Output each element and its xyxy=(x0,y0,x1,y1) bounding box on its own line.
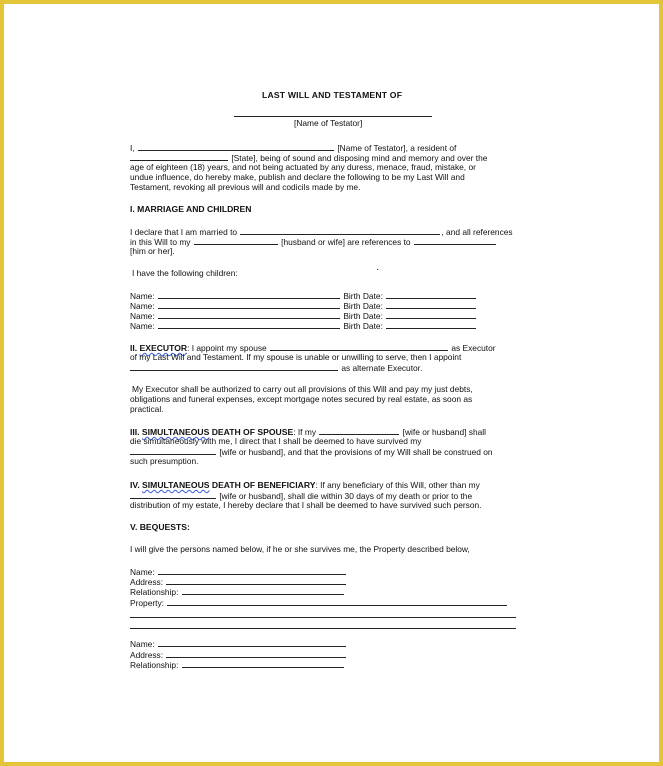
child-row-1: Name: Birth Date: xyxy=(130,290,477,302)
spouse-name-field[interactable] xyxy=(240,226,440,235)
child-row-4: Name: Birth Date: xyxy=(130,320,477,332)
bequest-1-name-row: Name: xyxy=(130,566,347,578)
children-label: I have the following children: xyxy=(132,268,238,278)
child-birth-date-field[interactable] xyxy=(386,310,476,319)
bequest-name-field[interactable] xyxy=(158,566,346,575)
alternate-executor-field[interactable] xyxy=(130,362,338,371)
spouse-reference-field[interactable] xyxy=(414,236,496,245)
bequest-2-address-row: Address: xyxy=(130,649,347,661)
bequest-2-name-row: Name: xyxy=(130,638,347,650)
simultaneous-heading: SIMULTANEOUS xyxy=(142,480,210,490)
executor-para-2: obligations and funeral expenses, except mortgage notes secured by real estate, as soon as xyxy=(130,394,473,404)
married-line-1: I declare that I am married to , and all references xyxy=(130,227,513,237)
executor-line-2: of my Last Will and Testament. If my spouse is unable or unwilling to serve, then I appoint xyxy=(130,352,462,362)
executor-para-3: practical. xyxy=(130,404,164,414)
spouse-death-field[interactable] xyxy=(319,426,399,435)
executor-para-1: My Executor shall be authorized to carry out all provisions of this Will and pay my just debts, xyxy=(132,384,473,394)
beneficiary-death-line-3: distribution of my estate, I hereby declare that I shall be deemed to have survived such person. xyxy=(130,500,482,510)
spouse-death-line-4: such presumption. xyxy=(130,456,199,466)
executor-spouse-field[interactable] xyxy=(270,342,448,351)
married-line-2: in this Will to my [husband or wife] are references to xyxy=(130,236,497,248)
intro-line-5: Testament, revoking all previous will and codicils made by me. xyxy=(130,182,361,192)
spouse-death-line-1: III. SIMULTANEOUS DEATH OF SPOUSE: If my [wife or husband] shall xyxy=(130,427,487,437)
bequest-1-property-row: Property: xyxy=(130,597,508,609)
child-row-2: Name: Birth Date: xyxy=(130,300,477,312)
bequest-relationship-field[interactable] xyxy=(182,659,344,668)
intro-line-3: age of eighteen (18) years, and not being actuated by any duress, menace, fraud, mistake, or xyxy=(130,162,476,172)
bequest-relationship-field[interactable] xyxy=(182,586,344,595)
child-name-field[interactable] xyxy=(158,320,340,329)
intro-line-2: [State], being of sound and disposing mind and memory and over the xyxy=(130,152,487,164)
married-line-3: [him or her]. xyxy=(130,246,175,256)
intro-line-4: undue influence, do hereby make, publish and declare the following to be my Last Will and xyxy=(130,172,465,182)
child-name-field[interactable] xyxy=(158,290,340,299)
child-birth-date-field[interactable] xyxy=(386,300,476,309)
beneficiary-spouse-field[interactable] xyxy=(130,490,216,499)
spouse-death-line-2: die simultaneously with me, I direct that I shall be deemed to have survived my xyxy=(130,436,422,446)
child-birth-date-field[interactable] xyxy=(386,290,476,299)
husband-or-wife-field[interactable] xyxy=(194,236,278,245)
document-page xyxy=(4,4,659,762)
bequest-name-field[interactable] xyxy=(158,638,346,647)
simultaneous-heading: SIMULTANEOUS xyxy=(141,427,210,437)
spouse-death-line-3: [wife or husband], and that the provisions of my Will shall be construed on xyxy=(130,446,493,458)
document-title: LAST WILL AND TESTAMENT OF xyxy=(262,90,403,100)
beneficiary-death-line-1: IV. SIMULTANEOUS DEATH OF BENEFICIARY: If any beneficiary of this Will, other than my xyxy=(130,480,480,490)
child-row-3: Name: Birth Date: xyxy=(130,310,477,322)
intro-line-1: I, [Name of Testator], a resident of xyxy=(130,143,457,153)
testator-name-line[interactable] xyxy=(234,116,432,117)
section-5-heading: V. BEQUESTS: xyxy=(130,522,190,532)
bequest-address-field[interactable] xyxy=(166,649,346,658)
bequests-intro: I will give the persons named below, if he or she survives me, the Property described below, xyxy=(130,544,470,554)
child-birth-date-field[interactable] xyxy=(386,320,476,329)
bequest-1-relationship-row: Relationship: xyxy=(130,586,345,598)
executor-line-3: as alternate Executor. xyxy=(130,362,422,374)
property-line[interactable] xyxy=(130,617,516,618)
child-name-field[interactable] xyxy=(158,310,340,319)
bequest-address-field[interactable] xyxy=(166,576,346,585)
testator-name-field[interactable] xyxy=(138,142,334,151)
stray-dot: · xyxy=(376,264,380,275)
bequest-property-field[interactable] xyxy=(167,597,507,606)
bequest-1-address-row: Address: xyxy=(130,576,347,588)
bequest-2-relationship-row: Relationship: xyxy=(130,659,345,671)
beneficiary-death-line-2: [wife or husband], shall die within 30 days of my death or prior to the xyxy=(130,490,472,502)
property-line[interactable] xyxy=(130,628,516,629)
survived-spouse-field[interactable] xyxy=(130,446,216,455)
section-1-heading: I. MARRIAGE AND CHILDREN xyxy=(130,204,252,214)
state-field[interactable] xyxy=(130,152,228,161)
executor-line-1: II. EXECUTOR: I appoint my spouse as Executor xyxy=(130,343,496,353)
executor-heading: EXECUTOR xyxy=(139,343,188,353)
testator-caption: [Name of Testator] xyxy=(294,118,363,128)
child-name-field[interactable] xyxy=(158,300,340,309)
